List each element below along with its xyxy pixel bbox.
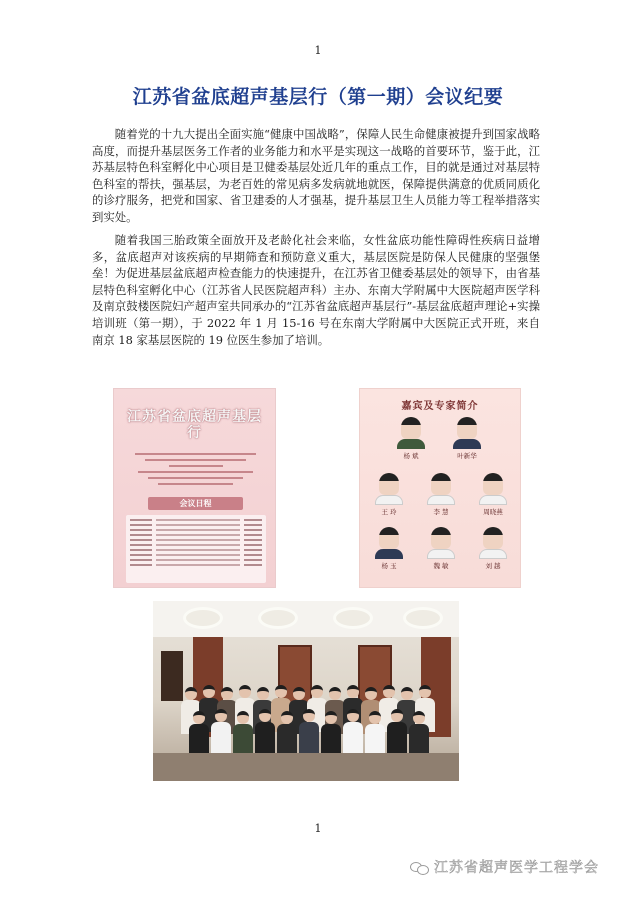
- group-photo: [153, 601, 459, 781]
- wechat-icon: [410, 860, 430, 875]
- document-title: 江苏省盆底超声基层行（第一期）会议纪要: [132, 86, 504, 108]
- page-number-top: 1: [314, 44, 322, 57]
- wechat-watermark: [410, 857, 599, 877]
- guest-name: 周晓燕: [483, 508, 503, 516]
- guest-name: 王 玲: [381, 508, 397, 516]
- guest-portrait: [394, 417, 428, 460]
- guest-portrait: [450, 417, 484, 460]
- guest-portrait: [424, 473, 458, 516]
- guest-name: 李 慧: [433, 508, 449, 516]
- agenda-section-label: 会议日程: [148, 497, 243, 510]
- guest-name: 叶新华: [457, 452, 477, 460]
- guest-name: 杨 斌: [403, 452, 419, 460]
- agenda-poster-title: 江苏省盆底超声基层行: [127, 409, 262, 441]
- guest-name: 魏 敏: [433, 562, 449, 570]
- guest-portrait: [476, 527, 510, 570]
- page-number-bottom: 1: [314, 822, 322, 835]
- paragraph-2: 随着我国三胎政策全面放开及老龄化社会来临，女性盆底功能性障碍性疾病日益增多，盆底超声对该疾病的早期筛查和预防意义重大，基层医院是防保人民健康的坚强堡垒！为促进基层盆底超声检查能力的快速提升，在江苏省卫健委基层处的领导下，由省基层特色科室孵化中心（江苏省人民医院超声科）主办、东南大学附属中大医院超声医学科及南京鼓楼医院妇产超声室共同承办的“江苏省盆底超声基层行”-基层盆底超声理论+实操培训班（第一期），于 2022 年 1 月 15-16 号在东南大学附属中大医院正式开班，来自南京 18 家基层医院的 19 位医生参加了培训。: [92, 233, 540, 347]
- guest-intro-poster: [359, 388, 521, 588]
- guest-portrait: [424, 527, 458, 570]
- guest-name: 刘 越: [485, 562, 501, 570]
- organizer-lines: [128, 449, 263, 489]
- guest-poster-title: 嘉宾及专家简介: [401, 401, 479, 412]
- guest-portrait: [372, 527, 406, 570]
- guest-portrait: [476, 473, 510, 516]
- guest-name: 杨 玉: [381, 562, 397, 570]
- guest-portrait: [372, 473, 406, 516]
- paragraph-1: 随着党的十九大提出全面实施“健康中国战略”，保障人民生命健康被提升到国家战略高度，而提升基层医务工作者的业务能力和水平是实现这一战略的首要环节，鉴于此，江苏基层特色科室孵化中心项目是卫健委基层处近几年的重点工作，目的就是通过对基层特色科室的帮扶，强基层，为老百姓的常见病多发病就地就医，保障提供满意的优质同质化的诊疗服务，把党和国家、省卫建委的人才强基，提升基层卫生人员能力等工程举措落实到实处。: [92, 127, 540, 224]
- meeting-agenda-poster: [113, 388, 276, 588]
- watermark-text: 江苏省超声医学工程学会: [434, 860, 599, 876]
- agenda-table: [126, 515, 266, 583]
